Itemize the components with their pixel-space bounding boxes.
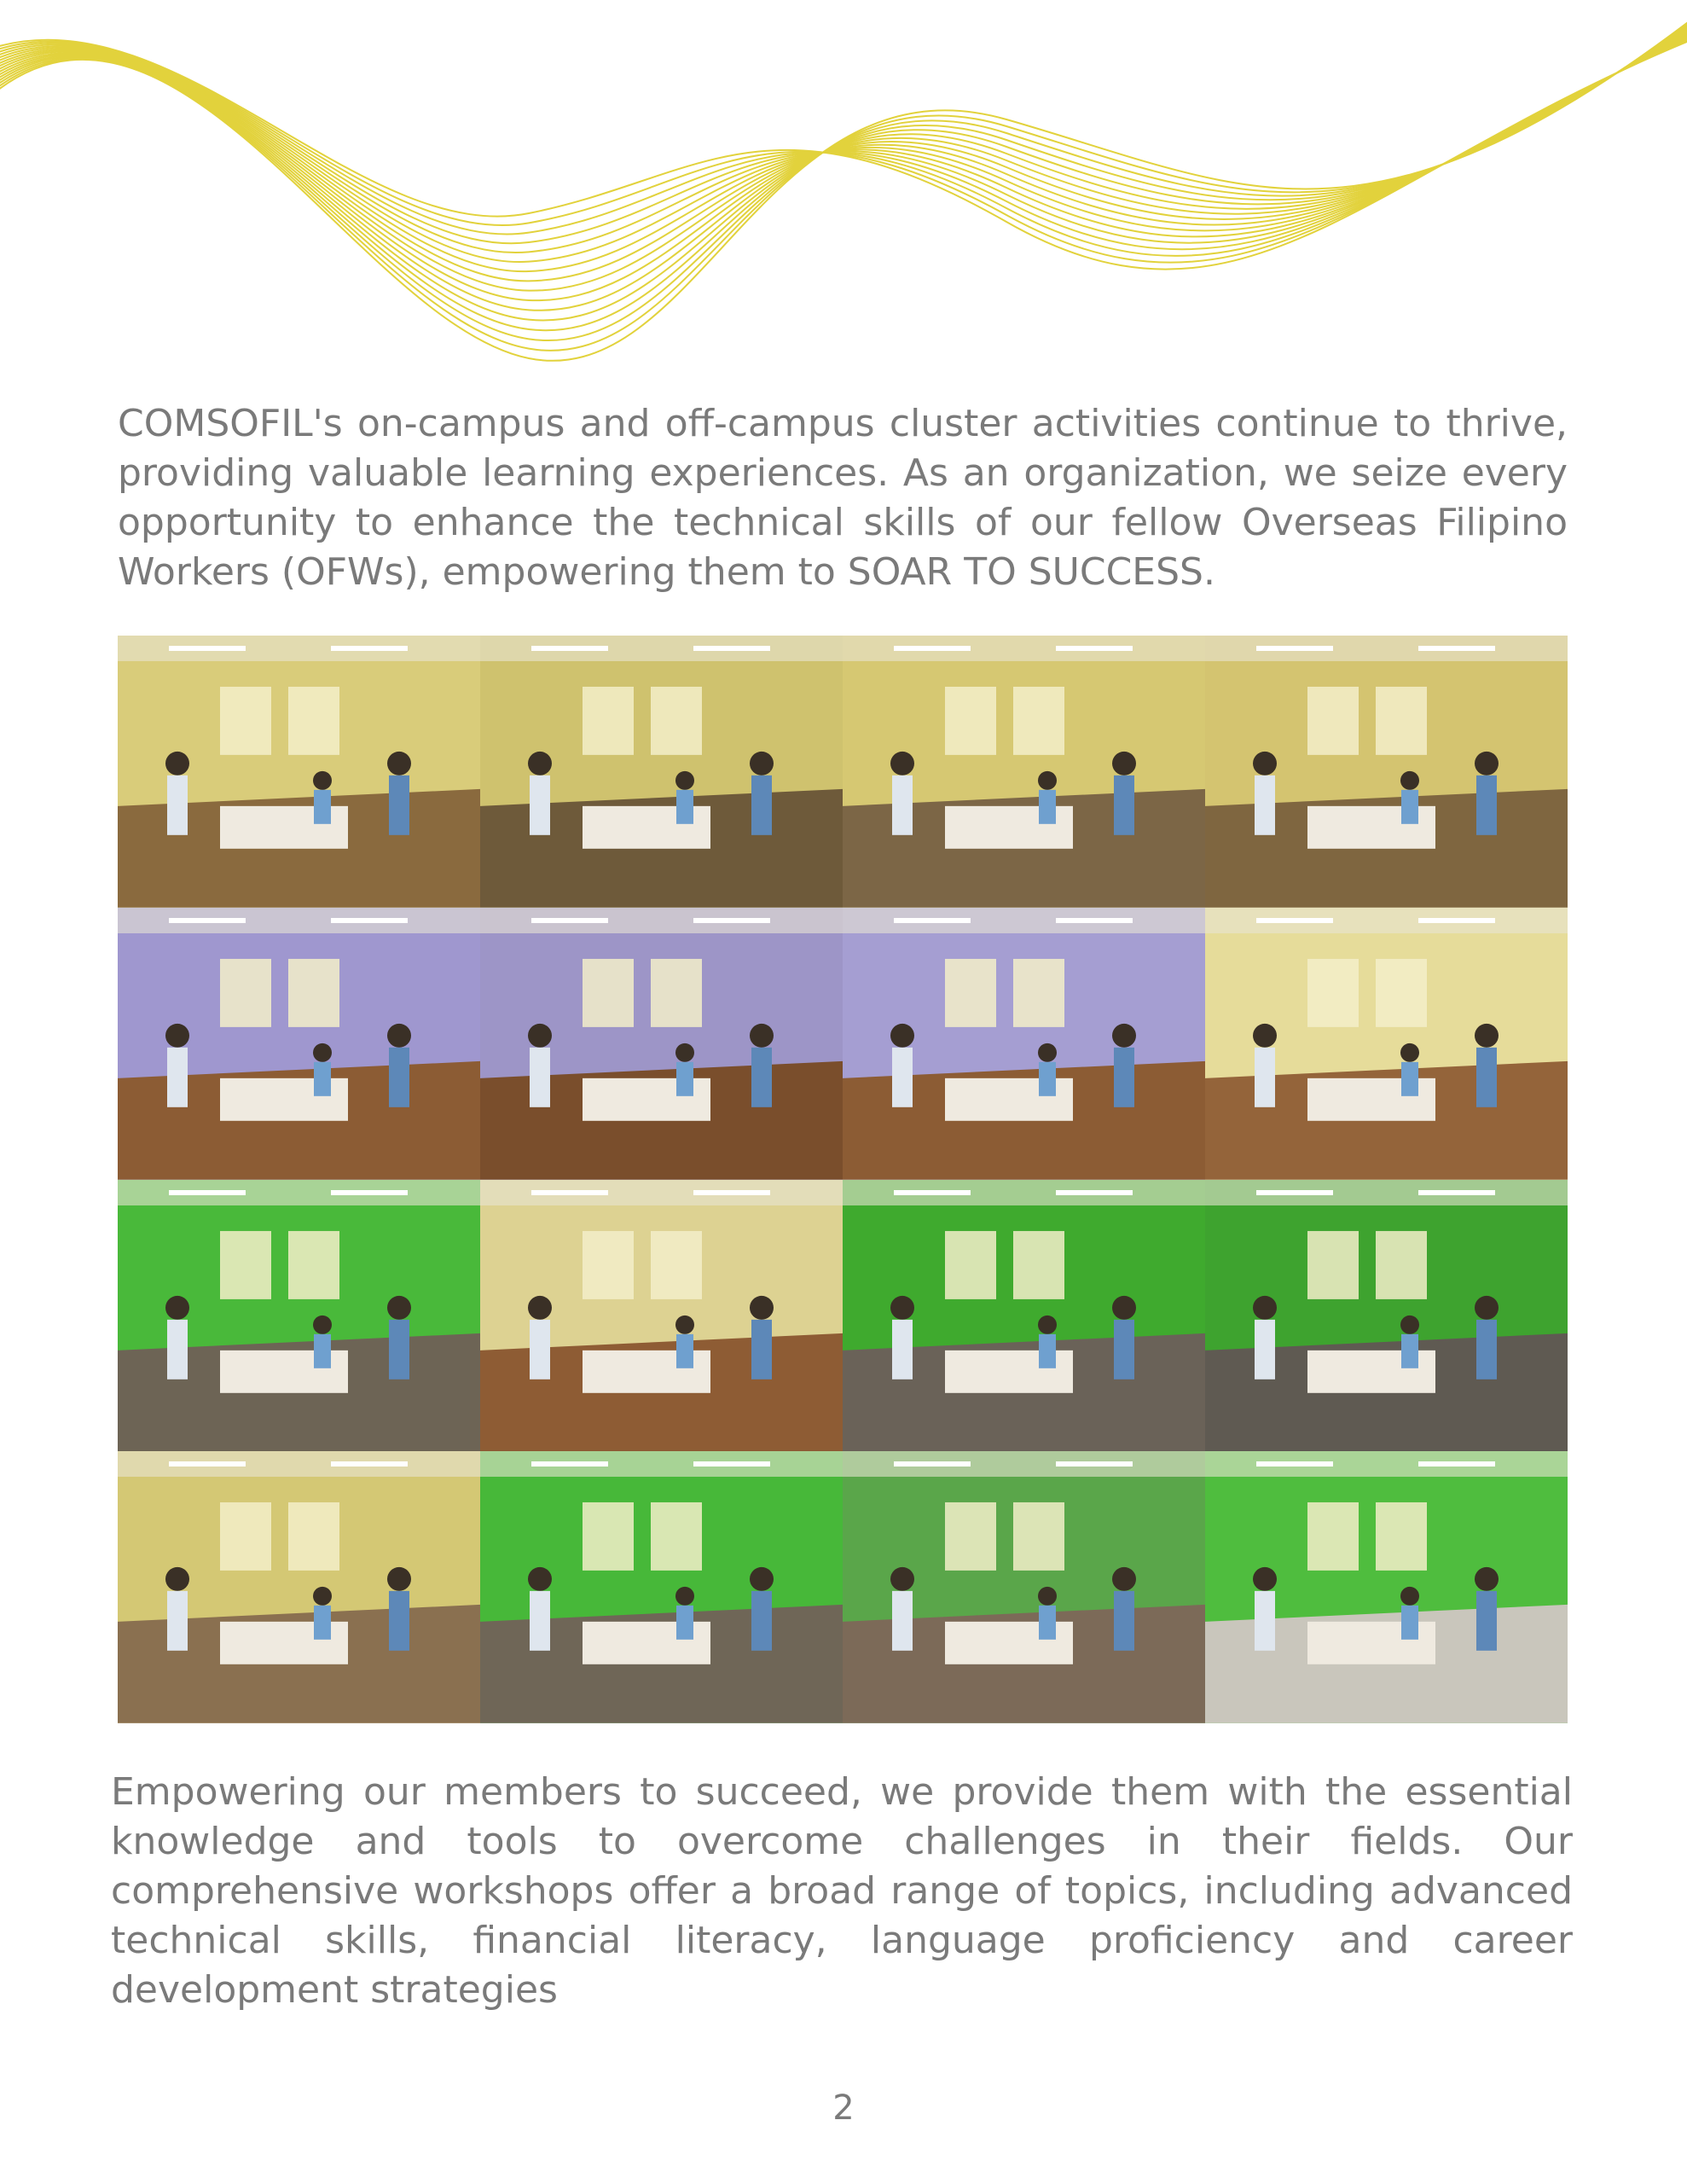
photo-green-classroom-4 <box>480 1451 843 1723</box>
wave-line <box>0 14 1687 330</box>
photo-bed-making-2 <box>480 636 843 908</box>
photo-caregiving-room-1 <box>1205 908 1568 1180</box>
photo-green-classroom-2 <box>843 1180 1205 1452</box>
photo-electronics-lab-3 <box>843 908 1205 1180</box>
photo-green-classroom-1 <box>118 1180 480 1452</box>
wave-line <box>0 17 1687 311</box>
wave-decoration <box>0 0 1687 375</box>
wave-line <box>0 12 1687 340</box>
wave-line <box>0 19 1687 300</box>
outro-paragraph: Empowering our members to succeed, we provide them with the essential knowledge and tools to overcome challenges in their fields. Our comprehensive workshops offer a broad range of topics, including advanced technical skills, financial literacy, language proficiency and career development strategies <box>111 1770 1573 2012</box>
photo-green-classroom-3 <box>1205 1180 1568 1452</box>
photo-appliance-repair <box>843 1451 1205 1723</box>
photo-grid <box>118 636 1568 1723</box>
photo-bed-making-4 <box>1205 636 1568 908</box>
photo-electronics-lab-2 <box>480 908 843 1180</box>
intro-paragraph: COMSOFIL's on-campus and off-campus cluster activities continue to thrive, providing valuable learning experiences. As an organization, we seize every opportunity to enhance the technical skills of our fellow Overseas Filipino Workers (OFWs), empowering them to SOAR TO SUCCESS. <box>118 402 1568 594</box>
photo-bed-making-3 <box>843 636 1205 908</box>
photo-bed-making-1 <box>118 636 480 908</box>
wave-line <box>0 9 1687 361</box>
page-number: 2 <box>832 2088 855 2128</box>
photo-electronics-lab-1 <box>118 908 480 1180</box>
photo-blue-desks-room <box>1205 1451 1568 1723</box>
wave-line <box>0 10 1687 351</box>
photo-students-uniform <box>118 1451 480 1723</box>
photo-caregiving-room-2 <box>480 1180 843 1452</box>
